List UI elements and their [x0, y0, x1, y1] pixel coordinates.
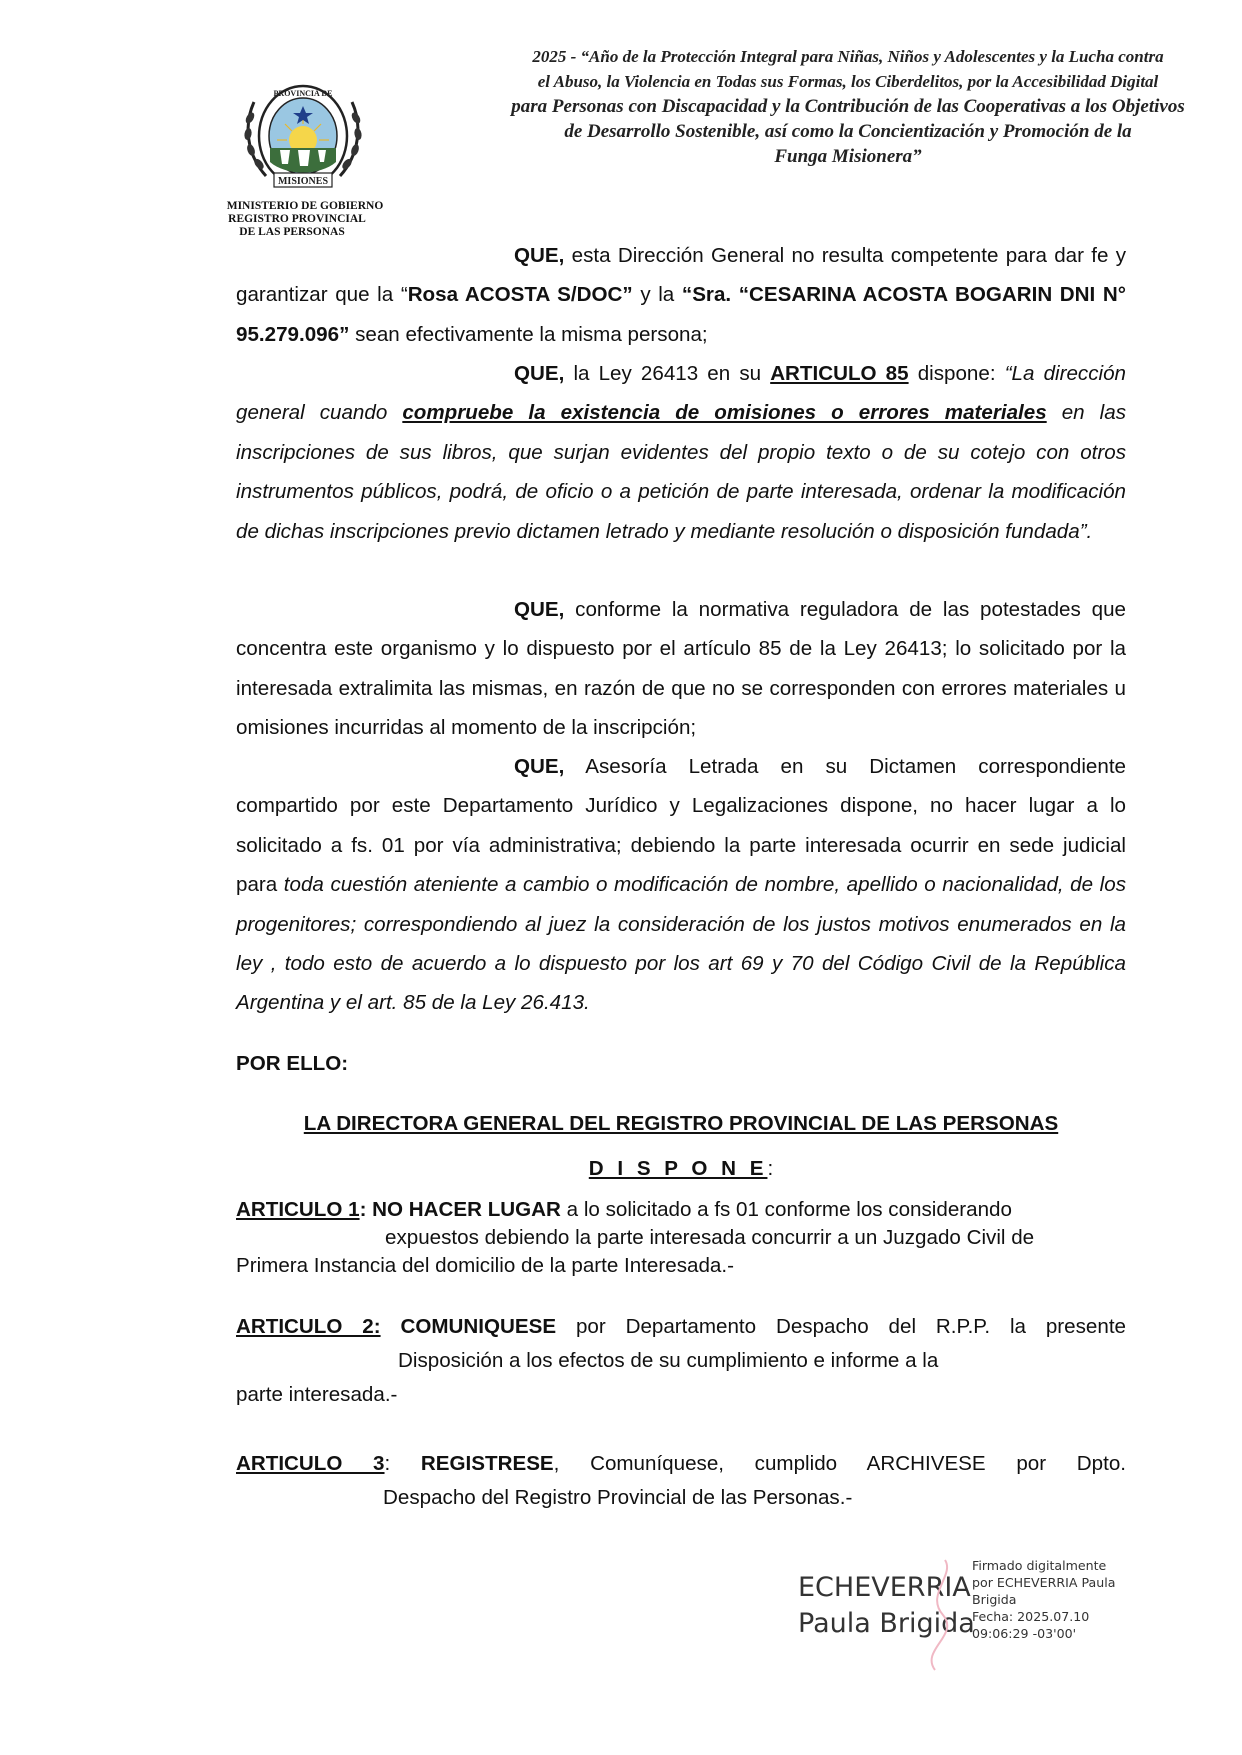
article-text: Disposición a los efectos de su cumplimiento e informe a la — [398, 1349, 939, 1372]
que-label: QUE, — [514, 362, 565, 385]
article-text: expuestos debiendo la parte interesada concurrir a un Juzgado Civil de — [385, 1226, 1035, 1249]
signer-surname: ECHEVERRIA — [798, 1572, 971, 1603]
digital-signature-details — [972, 1557, 1152, 1642]
paragraph-text: y la — [632, 283, 682, 307]
ministry-header — [200, 200, 410, 239]
paragraph-text: la Ley 26413 en su — [564, 362, 771, 385]
considerando-paragraph-4 — [236, 747, 1126, 1023]
ministry-line: REGISTRO PROVINCIAL — [228, 213, 366, 225]
article-text: Primera Instancia del domicilio de la parte Interesada.- — [236, 1254, 734, 1277]
motto-line: 2025 - “Año de la Protección Integral para Niñas, Niños y Adolescentes y la Lucha contra — [532, 47, 1164, 66]
paragraph-text: sean efectivamente la misma persona; — [349, 322, 708, 346]
por-ello-label: POR ELLO: — [236, 1052, 349, 1075]
signer-given-names: Paula Brigida — [798, 1608, 975, 1639]
provincial-seal-logo — [240, 84, 366, 190]
resolution-heading: LA DIRECTORA GENERAL DEL REGISTRO PROVINCIAL DE LAS PERSONAS — [303, 1112, 1059, 1135]
person-name-dni: “Sra. “CESARINA ACOSTA BOGARIN DNI N° 95.279.096” — [236, 283, 1126, 346]
motto-line: Funga Misionera” — [774, 146, 922, 167]
considerando-paragraph-2 — [236, 354, 1126, 551]
seal-top-text: PROVINCIA DE — [273, 89, 333, 98]
article-verb: : NO HACER LUGAR — [359, 1198, 561, 1221]
year-motto — [492, 44, 1204, 169]
signature-info-line: 09:06:29 -03'00' — [972, 1626, 1077, 1641]
motto-line: el Abuso, la Violencia en Todas sus Formas, los Ciberdelitos, por la Accesibilidad Digital — [537, 72, 1159, 91]
ministry-line: DE LAS PERSONAS — [239, 226, 345, 238]
que-label: QUE, — [514, 755, 565, 778]
article-1 — [236, 1196, 1126, 1280]
motto-line: para Personas con Discapacidad y la Contribución de las Cooperativas a los Objetivos — [511, 96, 1185, 117]
article-text: por Departamento Despacho del R.P.P. la presente — [556, 1315, 1126, 1338]
article-label: ARTICULO 1 — [236, 1198, 360, 1221]
article-reference: ARTICULO 85 — [770, 362, 909, 385]
article-text: , Comuníquese, cumplido ARCHIVESE por Dpto. — [553, 1452, 1126, 1475]
article-3 — [236, 1447, 1126, 1515]
dispone-heading — [236, 1157, 1126, 1181]
dispone-word: D I S P O N E — [588, 1157, 768, 1180]
signature-info-line: Brigida — [972, 1592, 1017, 1607]
handwritten-signature-mark — [915, 1555, 965, 1675]
person-name: Rosa ACOSTA S/DOC” — [407, 283, 633, 307]
paragraph-italic-text: toda cuestión ateniente a cambio o modificación de nombre, apellido o nacionalidad, de los progenitores; correspondiendo al juez la consideración de los justos motivos enumerados en la ley , todo esto de acuerdo a lo dispuesto por los art 69 y 70 del Código Civil de la República Argentina y el art. 85 de la Ley 26.413. — [236, 873, 1126, 1015]
article-colon: : — [384, 1452, 421, 1475]
article-text: Despacho del Registro Provincial de las Personas.- — [383, 1486, 853, 1509]
signature-info-line: por ECHEVERRIA Paula — [972, 1575, 1116, 1590]
ministry-line: MINISTERIO DE GOBIERNO — [226, 200, 384, 212]
que-label: QUE, — [514, 244, 565, 267]
article-verb: REGISTRESE — [420, 1452, 554, 1475]
article-verb: COMUNIQUESE — [400, 1315, 557, 1338]
considerando-paragraph-1 — [236, 236, 1126, 354]
quoted-law-emphasis: compruebe la existencia de omisiones o errores materiales — [402, 401, 1047, 425]
seal-bottom-text: MISIONES — [277, 176, 329, 187]
article-text: parte interesada.- — [236, 1383, 398, 1406]
paragraph-text: conforme la normativa reguladora de las potestades que concentra este organismo y lo dispuesto por el artículo 85 de la Ley 26413; lo solicitado por la interesada extralimita las mismas, en razón de que no se corresponden con errores materiales u omisiones incurridas al momento de la inscripción; — [236, 598, 1126, 740]
article-2 — [236, 1310, 1126, 1412]
que-label: QUE, — [514, 598, 565, 621]
quoted-law-text: “La dirección general cuando — [236, 362, 1126, 425]
signature-info-line: Firmado digitalmente — [972, 1558, 1107, 1573]
signature-info-line: Fecha: 2025.07.10 — [972, 1609, 1090, 1624]
dispone-colon: : — [767, 1157, 774, 1180]
article-label: ARTICULO 2: — [236, 1315, 381, 1338]
paragraph-text: esta Dirección General no resulta competente para dar fe y garantizar que la “ — [236, 244, 1126, 307]
paragraph-text: Asesoría Letrada en su Dictamen correspondiente compartido por este Departamento Jurídico y Legalizaciones dispone, no hacer lugar a lo solicitado a fs. 01 por vía administrativa; debiendo la parte interesada ocurrir en sede judicial para — [236, 755, 1126, 897]
motto-line: de Desarrollo Sostenible, así como la Concientización y Promoción de la — [564, 121, 1132, 142]
article-text: a lo solicitado a fs 01 conforme los considerando — [560, 1198, 1012, 1221]
considerando-paragraph-3 — [236, 590, 1126, 748]
paragraph-text: dispone: — [908, 362, 1005, 385]
article-label: ARTICULO 3 — [236, 1452, 385, 1475]
quoted-law-text: en las inscripciones de sus libros, que surjan evidentes del propio texto o de su cotejo con otros instrumentos públicos, podrá, de oficio o a petición de parte interesada, ordenar la modificación de dichas inscripciones previo dictamen letrado y mediante resolución o disposición fundada”. — [236, 401, 1126, 543]
